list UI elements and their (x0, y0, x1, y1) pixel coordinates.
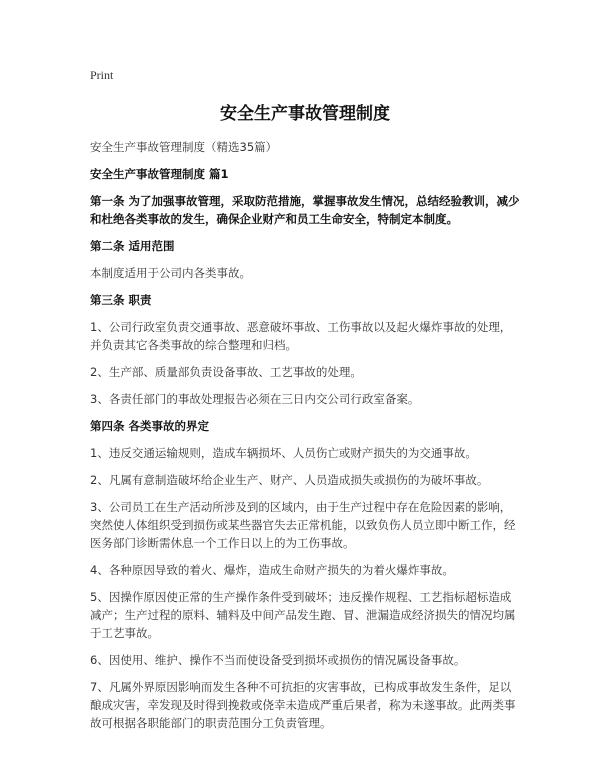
article-4-heading: 第四条 各类事故的界定 (90, 419, 210, 433)
document-page (90, 68, 520, 741)
document-subtitle: 安全生产事故管理制度（精选35篇） (90, 140, 278, 154)
print-label: Print (90, 68, 114, 82)
article-3-heading: 第三条 职责 (90, 293, 152, 307)
article-3-item: 1、公司行政室负责交通事故、恶意破坏事故、工伤事故以及起火爆炸事故的处理，并负责其它各类事故的综合整理和归档。 (90, 320, 512, 352)
article-4-item: 6、因使用、维护、操作不当而使设备受到损坏或损伤的情况属设备事故。 (90, 653, 466, 667)
article-1-text: 第一条 为了加强事故管理，采取防范措施，掌握事故发生情况，总结经验教训，减少和杜绝各类事故的发生，确保企业财产和员工生命安全，特制定本制度。 (90, 194, 520, 226)
article-3-item: 3、各责任部门的事故处理报告必须在三日内交公司行政室备案。 (90, 392, 420, 406)
article-2-heading: 第二条 适用范围 (90, 239, 175, 253)
article-2-text: 本制度适用于公司内各类事故。 (90, 266, 251, 280)
article-4-item: 5、因操作原因使正常的生产操作条件受到破坏；违反操作规程、工艺指标超标造成减产；生产过程的原料、辅料及中间产品发生跑、冒、泄漏造成经济损失的情况均属于工艺事故。 (90, 590, 516, 640)
article-4-item: 3、公司员工在生产活动所涉及到的区域内，由于生产过程中存在危险因素的影响，突然使人体组织受到损伤或某些器官失去正常机能，以致负伤人员立即中断工作，经医务部门诊断需休息一个工作日以上的为工伤事故。 (90, 500, 516, 550)
article-3-item: 2、生产部、质量部负责设备事故、工艺事故的处理。 (90, 365, 362, 379)
section-title: 安全生产事故管理制度 篇1 (90, 167, 229, 181)
article-4-item: 7、凡属外界原因影响而发生各种不可抗拒的灾害事故，已构成事故发生条件，足以酿成灾害，幸发现及时得到挽救或侥幸未造成严重后果者，称为未遂事故。此两类事故可根据各职能部门的职责范围分工负责管理。 (90, 680, 516, 730)
article-4-item: 1、违反交通运输规则，造成车辆损坏、人员伤亡或财产损失的为交通事故。 (90, 446, 477, 460)
document-title: 安全生产事故管理制度 (220, 104, 390, 124)
article-4-item: 4、各种原因导致的着火、爆炸，造成生命财产损失的为着火爆炸事故。 (90, 563, 454, 577)
article-4-item: 2、凡属有意制造破坏给企业生产、财产、人员造成损失或损伤的为破坏事故。 (90, 473, 489, 487)
